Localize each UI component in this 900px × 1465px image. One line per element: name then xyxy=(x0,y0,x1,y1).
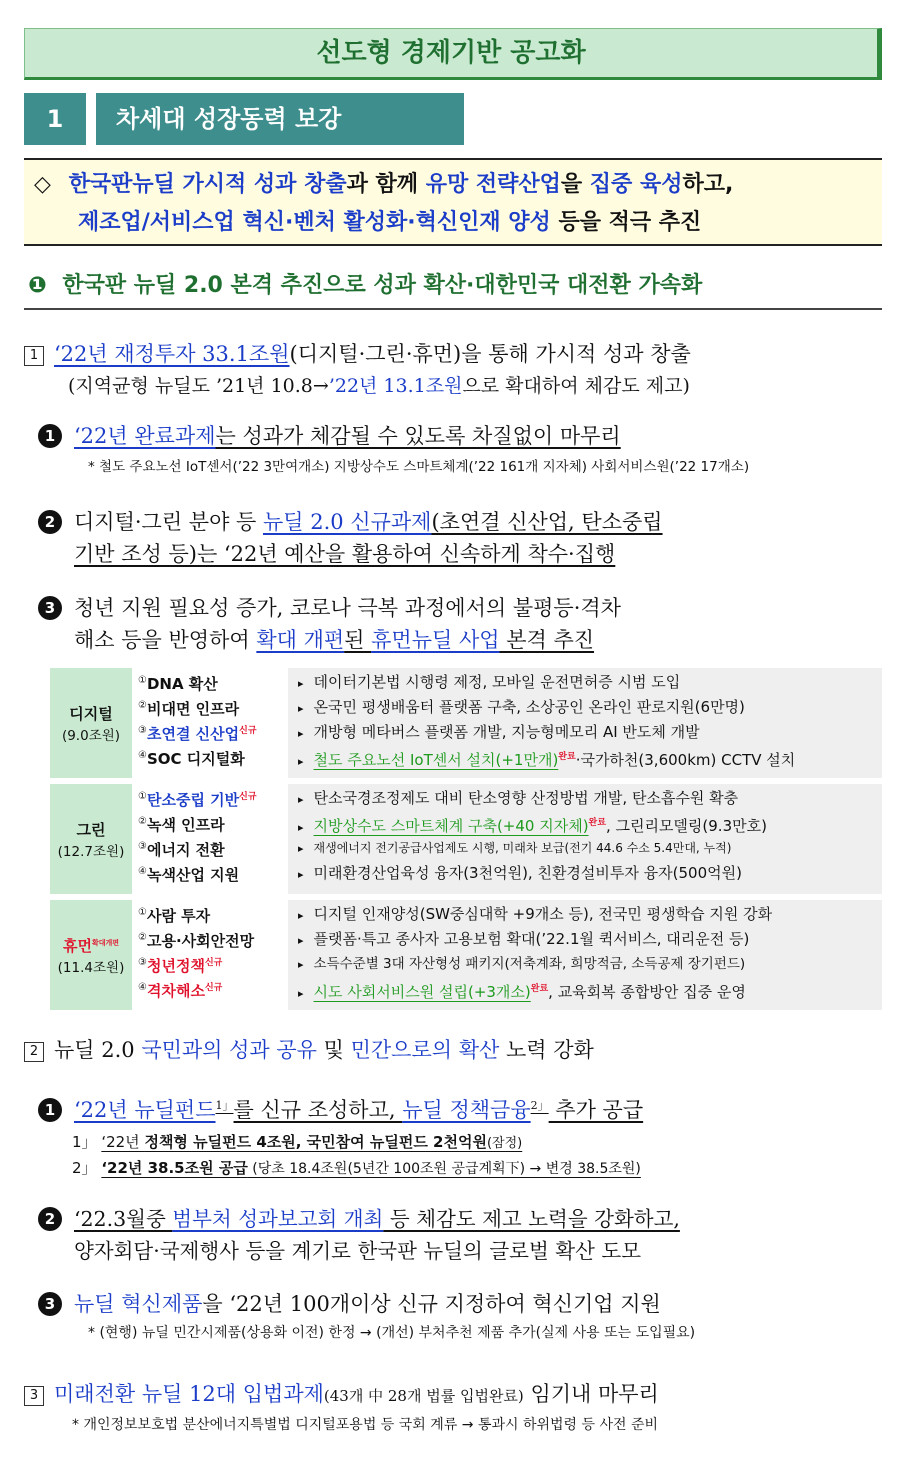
point-text: 양자회담·국제행사 등을 계기로 한국판 뉴딜의 글로벌 확산 도모 xyxy=(74,1239,642,1263)
point-text: 를 신규 조성하고, xyxy=(233,1098,403,1122)
footnote-text: ‘22년 xyxy=(101,1133,145,1151)
sub-label: 비대면 인프라 xyxy=(146,700,240,718)
point-1 xyxy=(24,420,884,478)
summary-text: 과 함께 xyxy=(346,172,426,197)
category-cell xyxy=(50,668,132,778)
detail-text: 철도 주요노선 IoT센서 설치(+1만개) xyxy=(313,751,559,769)
item-text: 으로 확대하여 체감도 제고) xyxy=(462,375,690,397)
sub-number: ② xyxy=(138,932,147,943)
section-number: 1 xyxy=(24,93,86,145)
detail-text: 지방상수도 스마트체계 구축(+40 지자체) xyxy=(313,817,589,835)
item-text: 노력 강화 xyxy=(499,1038,594,1062)
box-number-icon: 3 xyxy=(24,1386,44,1406)
new-tag: 신규 xyxy=(239,726,257,736)
point-text: 본격 추진 xyxy=(499,628,595,652)
footnote-text: ‘22년 38.5조원 공급 xyxy=(101,1159,248,1177)
detail-item: ▸ 디지털 인재양성(SW중심대학 +9개소 등), 전국민 평생학습 지원 강화 xyxy=(288,902,882,927)
sub-label: DNA 확산 xyxy=(146,675,218,693)
category-amount: (11.4조원) xyxy=(57,959,125,976)
sub-number: ③ xyxy=(138,841,147,852)
footnote-num: 2」 xyxy=(72,1159,97,1177)
detail-item: ▸ 탄소국경조정제도 대비 탄소영향 산정방법 개발, 탄소흡수원 확충 xyxy=(288,786,882,811)
detail-cell xyxy=(288,668,882,778)
sub-label: 에너지 전환 xyxy=(146,841,225,859)
diamond-icon: ◇ xyxy=(34,172,51,197)
item-text: 및 xyxy=(316,1038,351,1062)
detail-item: ▸ 개방형 메타버스 플랫폼 개발, 지능형메모리 AI 반도체 개발 xyxy=(288,720,882,745)
detail-text: , 교육회복 종합방안 집중 운영 xyxy=(548,983,746,1001)
summary-line-1 xyxy=(34,166,882,204)
detail-cell xyxy=(288,784,882,894)
number-circle-icon: 1 xyxy=(38,1098,62,1122)
sub-number: ④ xyxy=(138,982,147,993)
point-line xyxy=(24,624,884,656)
point-line xyxy=(24,1288,884,1320)
sub-label: 격차해소 xyxy=(146,982,205,1000)
point-text: 범부처 성과보고회 개최 xyxy=(172,1207,384,1231)
done-tag: 완료 xyxy=(530,984,549,994)
point-note: * (현행) 뉴딜 민간시제품(상용화 이전) 한정 → (개선) 부처추천 제품 추가(실제 사용 또는 도입필요) xyxy=(88,1325,696,1341)
subcategory-item xyxy=(134,900,284,925)
footnote-2 xyxy=(24,1156,884,1181)
footnote-1 xyxy=(24,1130,884,1156)
item-text: (43개 中 28개 법률 입법완료) xyxy=(323,1387,524,1405)
sub-number: ④ xyxy=(138,866,147,877)
summary-box xyxy=(24,158,882,246)
item-1 xyxy=(24,338,884,402)
subcategory-item xyxy=(134,784,284,809)
new-tag: 신규 xyxy=(204,958,223,968)
done-tag: 완료 xyxy=(558,752,576,762)
done-tag: 완료 xyxy=(588,818,606,828)
subcategory-cell xyxy=(134,784,284,894)
point-text: 뉴딜 2.0 신규과제 xyxy=(263,510,432,534)
subheading-text: 한국판 뉴딜 2.0 본격 추진으로 성과 확산·대한민국 대전환 가속화 xyxy=(62,273,703,298)
subcategory-cell xyxy=(134,668,284,778)
new-tag: 신규 xyxy=(204,983,223,993)
item-text: 민간으로의 확산 xyxy=(350,1038,500,1062)
sub-label: 사람 투자 xyxy=(146,907,211,925)
detail-item: ▸ 소득수준별 3대 자산형성 패키지(저축계좌, 희망적금, 소득공제 장기펀드) xyxy=(288,952,882,977)
category-name: 그린 xyxy=(76,820,106,839)
sub-label: SOC 디지털화 xyxy=(146,750,245,768)
point-text: 해소 등을 반영하여 xyxy=(74,628,257,652)
item-3-line xyxy=(24,1378,884,1412)
point-3 xyxy=(24,592,884,656)
sub-number: ④ xyxy=(138,750,147,761)
point-text: 청년 지원 필요성 증가, 코로나 극복 과정에서의 불평등·격차 xyxy=(74,596,621,620)
item-text: ‘22년 재정투자 33.1조원 xyxy=(54,342,290,366)
point-text: (초연결 신산업, 탄소중립 xyxy=(431,510,663,534)
point-line xyxy=(24,506,884,538)
number-circle-icon: 2 xyxy=(38,1207,62,1231)
category-amount: (12.7조원) xyxy=(57,843,125,860)
number-1-icon: ❶ xyxy=(28,273,47,298)
sub-label: 고용·사회안전망 xyxy=(146,932,255,950)
detail-item: ▸ 플랫폼·특고 종사자 고용보험 확대(’22.1월 퀵서비스, 대리운전 등) xyxy=(288,927,882,952)
new-tag: 신규 xyxy=(239,792,257,802)
category-cell xyxy=(50,784,132,894)
item-2-line xyxy=(24,1034,884,1066)
item-text: ’22년 13.1조원 xyxy=(328,375,463,397)
number-circle-icon: 3 xyxy=(38,596,62,620)
sub-number: ① xyxy=(138,675,147,686)
point-text: 휴먼뉴딜 사업 xyxy=(371,628,500,652)
point-line xyxy=(24,592,884,624)
point-text: 을 ‘22년 100개이상 신규 지정하여 혁신기업 지원 xyxy=(202,1292,661,1316)
footnote-ref: 1」 xyxy=(215,1099,234,1112)
point-text: 뉴딜 혁신제품 xyxy=(74,1292,203,1316)
summary-text: 한국판뉴딜 가시적 성과 창출 xyxy=(68,172,347,197)
summary-text: 유망 전략산업 xyxy=(425,172,561,197)
footnote-text: (잠정) xyxy=(486,1136,523,1151)
category-amount: (9.0조원) xyxy=(61,727,121,744)
detail-item xyxy=(288,811,882,836)
sub-label: 초연결 신산업 xyxy=(146,725,240,743)
point-q2 xyxy=(24,1203,884,1267)
subcategory-cell xyxy=(134,900,284,1010)
point-text: 추가 공급 xyxy=(548,1098,644,1122)
category-name-wrap xyxy=(50,935,132,956)
sub-label: 녹색산업 지원 xyxy=(146,866,240,884)
item-text: (지역균형 뉴딜도 ’21년 10.8→ xyxy=(68,375,329,397)
number-circle-icon: 2 xyxy=(38,510,62,534)
box-number-icon: 2 xyxy=(24,1042,44,1062)
subheading-1 xyxy=(24,266,882,310)
page-banner: 선도형 경제기반 공고화 xyxy=(24,28,882,80)
subcategory-item xyxy=(134,743,284,768)
summary-text: 등을 적극 추진 xyxy=(550,210,702,235)
sub-number: ③ xyxy=(138,957,147,968)
footnote-text: 정책형 뉴딜펀드 4조원, 국민참여 뉴딜펀드 2천억원 xyxy=(144,1133,487,1151)
item-1-line xyxy=(24,338,884,370)
item-text: (디지털·그린·휴먼)을 통해 가시적 성과 창출 xyxy=(289,342,691,366)
table-row xyxy=(50,900,882,1010)
point-text: ‘22년 뉴딜펀드 xyxy=(74,1098,216,1122)
point-note: * 철도 주요노선 IoT센서(’22 3만여개소) 지방상수도 스마트체계(’22 161개 지자체) 사회서비스원(’22 17개소) xyxy=(88,459,750,475)
detail-item: ▸ 재생에너지 전기공급사업제도 시행, 미래차 보급(전기 44.6 수소 5.4만대, 누적) xyxy=(288,836,882,861)
detail-text: 시도 사회서비스원 설립(+3개소) xyxy=(313,983,531,1001)
newdeal-table xyxy=(50,668,882,1016)
number-circle-icon: 1 xyxy=(38,424,62,448)
point-text: 는 성과가 체감될 수 있도록 차질없이 마무리 xyxy=(215,424,621,448)
box-number-icon: 1 xyxy=(24,346,44,366)
summary-text: 제조업/서비스업 혁신·벤처 활성화·혁신인재 양성 xyxy=(78,210,551,235)
detail-item xyxy=(288,977,882,1002)
footnote-text: (당초 18.4조원(5년간 100조원 공급계획下) → 변경 38.5조원) xyxy=(247,1161,641,1177)
expand-tag: 확대개편 xyxy=(91,938,120,947)
item-text: 뉴딜 2.0 xyxy=(54,1038,142,1062)
sub-number: ③ xyxy=(138,725,147,736)
point-text: 등 체감도 제고 노력을 강화하고, xyxy=(383,1207,680,1231)
footnote-ref: 2」 xyxy=(530,1099,549,1112)
number-circle-icon: 3 xyxy=(38,1292,62,1316)
summary-text: 을 xyxy=(560,172,590,197)
sub-label: 탄소중립 기반 xyxy=(146,791,240,809)
category-cell xyxy=(50,900,132,1010)
detail-text: ·국가하천(3,600km) CCTV 설치 xyxy=(575,751,796,769)
point-line xyxy=(24,1090,884,1126)
point-2 xyxy=(24,506,884,570)
point-text: 확대 개편 xyxy=(256,628,345,652)
detail-item: ▸ 데이터기본법 시행령 제정, 모바일 운전면허증 시범 도입 xyxy=(288,670,882,695)
item-text: 미래전환 뉴딜 12대 입법과제 xyxy=(54,1382,324,1406)
section-title: 차세대 성장동력 보강 xyxy=(96,93,464,145)
detail-text: , 그린리모델링(9.3만호) xyxy=(605,817,767,835)
point-text: ‘22.3월중 xyxy=(74,1207,173,1231)
point-text: ‘22년 완료과제 xyxy=(74,424,216,448)
item-2 xyxy=(24,1034,884,1066)
item-text: 국민과의 성과 공유 xyxy=(141,1038,317,1062)
category-name: 휴먼 xyxy=(62,936,92,955)
point-text: 뉴딜 정책금융 xyxy=(402,1098,531,1122)
summary-line-2 xyxy=(34,204,882,242)
point-text: 디지털·그린 분야 등 xyxy=(74,510,263,534)
subcategory-item xyxy=(134,809,284,834)
point-q1 xyxy=(24,1090,884,1181)
item-1-subline xyxy=(24,370,884,402)
subcategory-item xyxy=(134,693,284,718)
point-text: 기반 조성 등)는 ‘22년 예산을 활용하여 신속하게 착수·집행 xyxy=(74,542,616,566)
point-line xyxy=(24,1203,884,1235)
point-line xyxy=(24,420,884,452)
point-q3 xyxy=(24,1288,884,1344)
subcategory-item xyxy=(134,668,284,693)
subcategory-item xyxy=(134,834,284,859)
detail-item: ▸ 온국민 평생배움터 플랫폼 구축, 소상공인 온라인 판로지원(6만명) xyxy=(288,695,882,720)
table-row xyxy=(50,784,882,894)
category-name: 디지털 xyxy=(69,704,113,723)
summary-text: 하고, xyxy=(682,172,734,197)
summary-text: 집중 육성 xyxy=(589,172,683,197)
item-3 xyxy=(24,1378,884,1436)
sub-number: ② xyxy=(138,816,147,827)
item-text: 임기내 마무리 xyxy=(523,1382,659,1406)
sub-number: ② xyxy=(138,700,147,711)
subcategory-item xyxy=(134,718,284,743)
sub-label: 녹색 인프라 xyxy=(146,816,225,834)
item-note: * 개인정보보호법 분산에너지특별법 디지털포용법 등 국회 계류 → 통과시 하위법령 등 사전 준비 xyxy=(72,1417,659,1433)
sub-label: 청년정책 xyxy=(146,957,205,975)
subcategory-item xyxy=(134,950,284,975)
subcategory-item xyxy=(134,859,284,884)
sub-number: ① xyxy=(138,791,147,802)
detail-item xyxy=(288,745,882,770)
subcategory-item xyxy=(134,975,284,1000)
point-text: 된 xyxy=(344,628,372,652)
table-row xyxy=(50,668,882,778)
detail-cell xyxy=(288,900,882,1010)
footnote-num: 1」 xyxy=(72,1133,97,1151)
detail-item: ▸ 미래환경산업육성 융자(3천억원), 친환경설비투자 융자(500억원) xyxy=(288,861,882,886)
subcategory-item xyxy=(134,925,284,950)
sub-number: ① xyxy=(138,907,147,918)
